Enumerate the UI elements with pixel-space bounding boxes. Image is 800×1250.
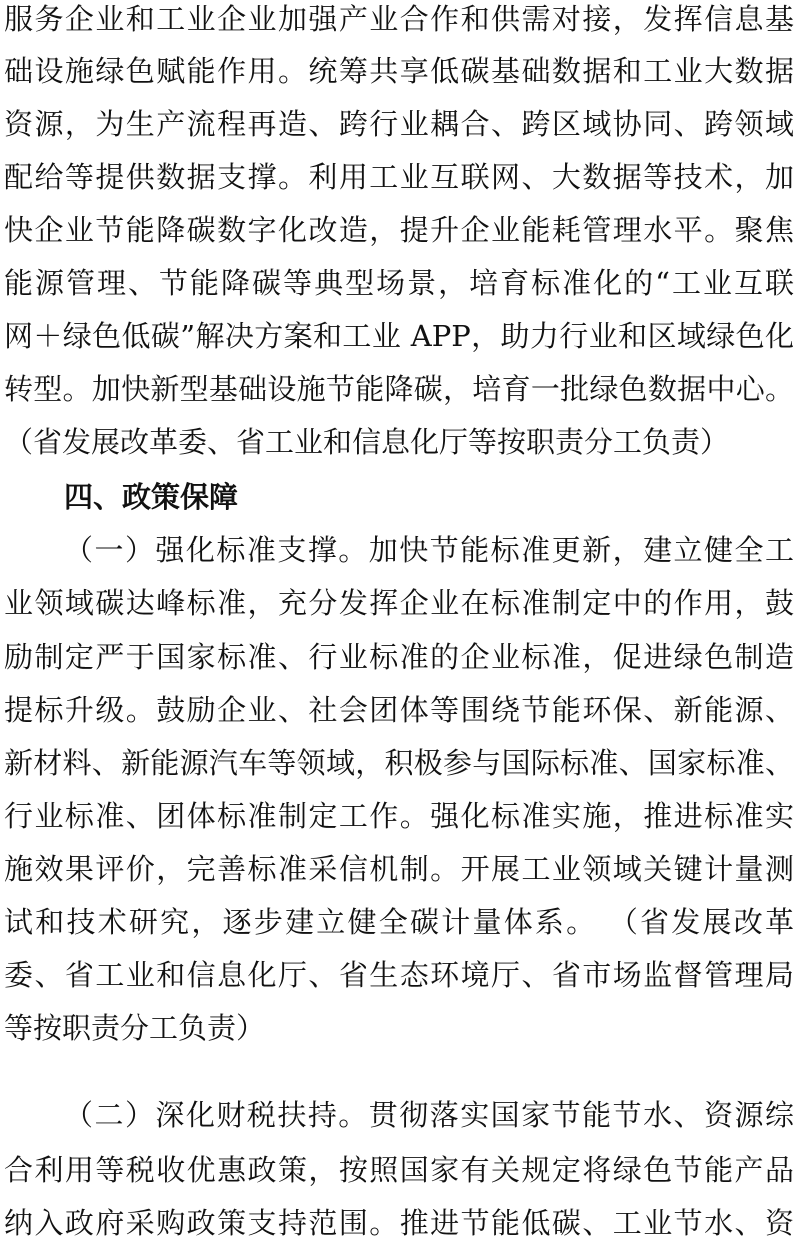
text-line: 业领域碳达峰标准，充分发挥企业在标准制定中的作用，鼓 — [4, 586, 794, 620]
text-line: （省发展改革委、省工业和信息化厅等按职责分工负责） — [4, 425, 730, 459]
text-line: 配给等提供数据支撑。利用工业互联网、大数据等技术，加 — [4, 160, 794, 194]
text-line: 能源管理、节能降碳等典型场景，培育标准化的“工业互联 — [4, 266, 794, 300]
paragraph-start: （一）强化标准支撑。加快节能标准更新，建立健全工 — [64, 533, 794, 567]
paragraph-start: （二）深化财税扶持。贯彻落实国家节能节水、资源综 — [64, 1098, 794, 1132]
text-line: 础设施绿色赋能作用。统筹共享低碳基础数据和工业大数据 — [4, 54, 794, 88]
text-line: 快企业节能降碳数字化改造，提升企业能耗管理水平。聚焦 — [4, 213, 794, 247]
text-line: 网＋绿色低碳”解决方案和工业 APP，助力行业和区域绿色化 — [4, 319, 794, 353]
text-line: 行业标准、团体标准制定工作。强化标准实施，推进标准实 — [4, 799, 794, 833]
text-line: 转型。加快新型基础设施节能降碳，培育一批绿色数据中心。 — [4, 372, 794, 406]
section-heading: 四、政策保障 — [64, 480, 239, 514]
text-line: 资源，为生产流程再造、跨行业耦合、跨区域协同、跨领域 — [4, 107, 794, 141]
text-line: 试和技术研究，逐步建立健全碳计量体系。 （省发展改革 — [4, 905, 794, 939]
text-line: 等按职责分工负责） — [4, 1011, 266, 1045]
text-line: 服务企业和工业企业加强产业合作和供需对接，发挥信息基 — [4, 2, 794, 36]
text-line: 施效果评价，完善标准采信机制。开展工业领域关键计量测 — [4, 852, 794, 886]
text-line: 励制定严于国家标准、行业标准的企业标准，促进绿色制造 — [4, 640, 794, 674]
text-line: 合利用等税收优惠政策，按照国家有关规定将绿色节能产品 — [4, 1153, 794, 1187]
text-line: 委、省工业和信息化厅、省生态环境厅、省市场监督管理局 — [4, 958, 794, 992]
text-line: 提标升级。鼓励企业、社会团体等围绕节能环保、新能源、 — [4, 693, 794, 727]
text-line: 纳入政府采购政策支持范围。推进节能低碳、工业节水、资 — [4, 1206, 794, 1240]
text-line: 新材料、新能源汽车等领域，积极参与国际标准、国家标准、 — [4, 746, 794, 780]
